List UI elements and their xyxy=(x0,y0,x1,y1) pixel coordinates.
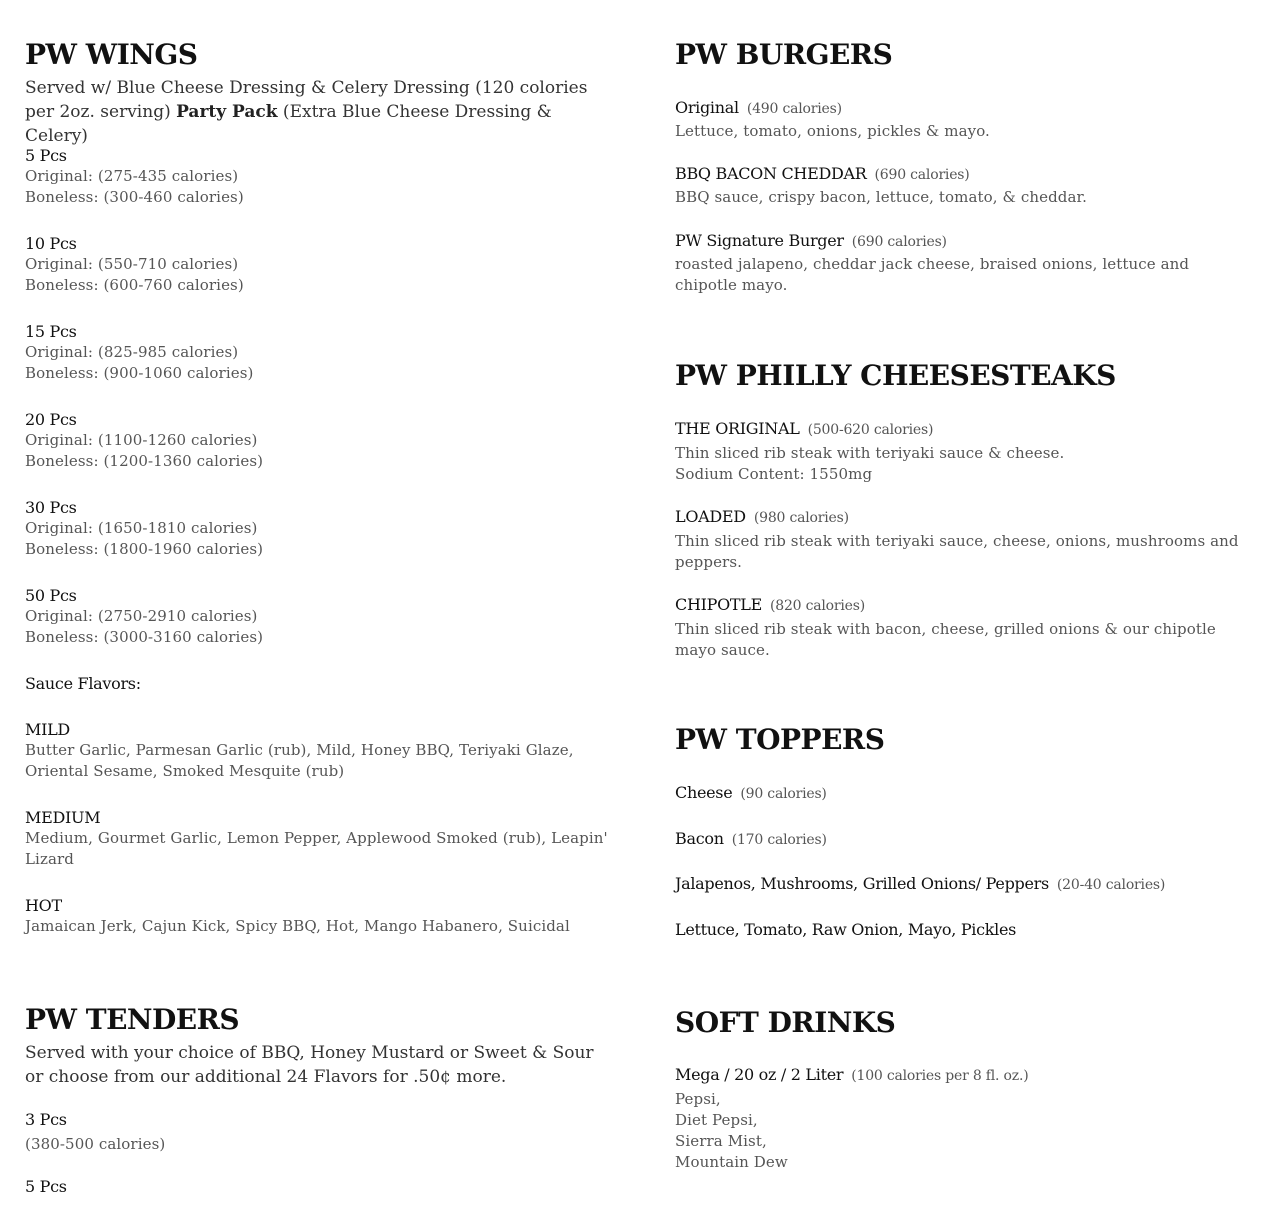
drinks-section xyxy=(675,1006,1255,1040)
heat-level-flavors: Butter Garlic, Parmesan Garlic (rub), Mild, Honey BBQ, Teriyaki Glaze, Oriental Sesame, Smoked Mesquite (rub) xyxy=(25,741,574,780)
wings-original-calories: Original: (2750-2910 calories) xyxy=(25,607,258,625)
drink-list-item: Mountain Dew xyxy=(675,1153,788,1171)
wings-intro-tail: (Extra Blue Cheese Dressing & Celery) xyxy=(25,102,552,146)
burger-desc: BBQ sauce, crispy bacon, lettuce, tomato, & cheddar. xyxy=(675,188,1088,206)
wings-intro xyxy=(25,76,615,148)
drink-list-item: Pepsi, xyxy=(675,1090,721,1108)
wings-size-10 xyxy=(25,234,615,296)
tenders-intro: Served with your choice of BBQ, Honey Mustard or Sweet & Sour or choose from our additional 24 Flavors for .50¢ more. xyxy=(25,1043,594,1087)
burgers-title: PW BURGERS xyxy=(675,38,893,71)
wings-title: PW WINGS xyxy=(25,38,198,71)
tenders-title: PW TENDERS xyxy=(25,1003,240,1036)
burger-desc: Lettuce, tomato, onions, pickles & mayo. xyxy=(675,122,990,140)
philly-name: LOADED xyxy=(675,507,746,526)
tenders-size-calories: (380-500 calories) xyxy=(25,1135,166,1153)
tenders-size-label: 5 Pcs xyxy=(25,1177,67,1196)
philly-item xyxy=(675,419,1255,485)
heat-level-label: HOT xyxy=(25,896,62,915)
philly-calories: (500-620 calories) xyxy=(807,422,934,438)
philly-item xyxy=(675,507,1255,573)
philly-title: PW PHILLY CHEESESTEAKS xyxy=(675,359,1116,392)
wings-size-label: 30 Pcs xyxy=(25,498,77,517)
drink-item xyxy=(675,1065,1255,1173)
burger-calories: (690 calories) xyxy=(874,167,970,183)
wings-original-calories: Original: (825-985 calories) xyxy=(25,343,239,361)
philly-sodium: Sodium Content: 1550mg xyxy=(675,465,873,483)
wings-size-5 xyxy=(25,146,615,208)
wings-boneless-calories: Boneless: (1800-1960 calories) xyxy=(25,540,264,558)
sauce-flavors-label: Sauce Flavors: xyxy=(25,674,141,693)
heat-level-label: MEDIUM xyxy=(25,808,101,827)
wings-boneless-calories: Boneless: (3000-3160 calories) xyxy=(25,628,264,646)
philly-calories: (980 calories) xyxy=(753,510,849,526)
wings-size-label: 5 Pcs xyxy=(25,146,67,165)
wings-boneless-calories: Boneless: (600-760 calories) xyxy=(25,276,244,294)
toppers-title: PW TOPPERS xyxy=(675,723,885,756)
philly-desc: Thin sliced rib steak with teriyaki sauce, cheese, onions, mushrooms and peppers. xyxy=(675,532,1239,571)
topper-item xyxy=(675,874,1255,895)
wings-intro-bold: Party Pack xyxy=(176,102,278,122)
heat-level-flavors: Jamaican Jerk, Cajun Kick, Spicy BBQ, Hot, Mango Habanero, Suicidal xyxy=(25,917,570,935)
burger-name: Original xyxy=(675,98,739,117)
wings-size-20 xyxy=(25,410,615,472)
wings-size-label: 10 Pcs xyxy=(25,234,77,253)
wings-section xyxy=(25,38,615,148)
tenders-size-5 xyxy=(25,1177,615,1197)
wings-original-calories: Original: (1650-1810 calories) xyxy=(25,519,258,537)
philly-calories: (820 calories) xyxy=(769,598,866,614)
burgers-section xyxy=(675,38,1255,72)
wings-size-label: 50 Pcs xyxy=(25,586,77,605)
wings-original-calories: Original: (1100-1260 calories) xyxy=(25,431,258,449)
topper-calories: (90 calories) xyxy=(740,786,827,802)
heat-level-hot xyxy=(25,896,615,937)
wings-size-label: 15 Pcs xyxy=(25,322,77,341)
philly-section xyxy=(675,359,1255,393)
drink-list-item: Diet Pepsi, xyxy=(675,1111,758,1129)
topper-name: Cheese xyxy=(675,783,733,802)
burger-name: BBQ BACON CHEDDAR xyxy=(675,164,867,183)
burger-calories: (490 calories) xyxy=(746,101,842,117)
topper-calories: (170 calories) xyxy=(731,832,827,848)
wings-size-30 xyxy=(25,498,615,560)
wings-original-calories: Original: (550-710 calories) xyxy=(25,255,239,273)
philly-desc: Thin sliced rib steak with bacon, cheese, grilled onions & our chipotle mayo sauce. xyxy=(675,620,1216,659)
heat-level-medium xyxy=(25,808,615,870)
wings-boneless-calories: Boneless: (300-460 calories) xyxy=(25,188,244,206)
drinks-title: SOFT DRINKS xyxy=(675,1006,896,1039)
tenders-size-label: 3 Pcs xyxy=(25,1110,67,1129)
wings-size-50 xyxy=(25,586,615,648)
burger-desc: roasted jalapeno, cheddar jack cheese, braised onions, lettuce and chipotle mayo. xyxy=(675,255,1190,294)
philly-desc: Thin sliced rib steak with teriyaki sauce & cheese. xyxy=(675,444,1065,462)
toppers-section xyxy=(675,723,1255,757)
heat-level-label: MILD xyxy=(25,720,70,739)
sauce-flavors-label-wrap xyxy=(25,674,615,694)
burger-item xyxy=(675,98,1255,142)
drink-list-item: Sierra Mist, xyxy=(675,1132,767,1150)
tenders-section xyxy=(25,1003,615,1089)
wings-original-calories: Original: (275-435 calories) xyxy=(25,167,239,185)
topper-name: Lettuce, Tomato, Raw Onion, Mayo, Pickles xyxy=(675,920,1017,939)
topper-item xyxy=(675,920,1255,940)
wings-boneless-calories: Boneless: (1200-1360 calories) xyxy=(25,452,264,470)
wings-boneless-calories: Boneless: (900-1060 calories) xyxy=(25,364,254,382)
philly-name: CHIPOTLE xyxy=(675,595,762,614)
burger-item xyxy=(675,231,1255,296)
burger-item xyxy=(675,164,1255,208)
philly-name: THE ORIGINAL xyxy=(675,419,800,438)
heat-level-flavors: Medium, Gourmet Garlic, Lemon Pepper, Applewood Smoked (rub), Leapin' Lizard xyxy=(25,829,608,868)
burger-name: PW Signature Burger xyxy=(675,231,844,250)
drink-calories: (100 calories per 8 fl. oz.) xyxy=(851,1068,1029,1084)
topper-item xyxy=(675,783,1255,804)
wings-size-15 xyxy=(25,322,615,384)
drink-name: Mega / 20 oz / 2 Liter xyxy=(675,1065,844,1084)
burger-calories: (690 calories) xyxy=(851,234,947,250)
topper-item xyxy=(675,829,1255,850)
topper-name: Jalapenos, Mushrooms, Grilled Onions/ Peppers xyxy=(675,874,1049,893)
tenders-size-3 xyxy=(25,1110,615,1155)
wings-intro-main: Served w/ Blue Cheese Dressing & Celery Dressing (120 colories per 2oz. serving) xyxy=(25,78,588,122)
wings-size-label: 20 Pcs xyxy=(25,410,77,429)
philly-item xyxy=(675,595,1255,661)
topper-name: Bacon xyxy=(675,829,724,848)
heat-level-mild xyxy=(25,720,615,782)
topper-calories: (20-40 calories) xyxy=(1056,877,1166,893)
